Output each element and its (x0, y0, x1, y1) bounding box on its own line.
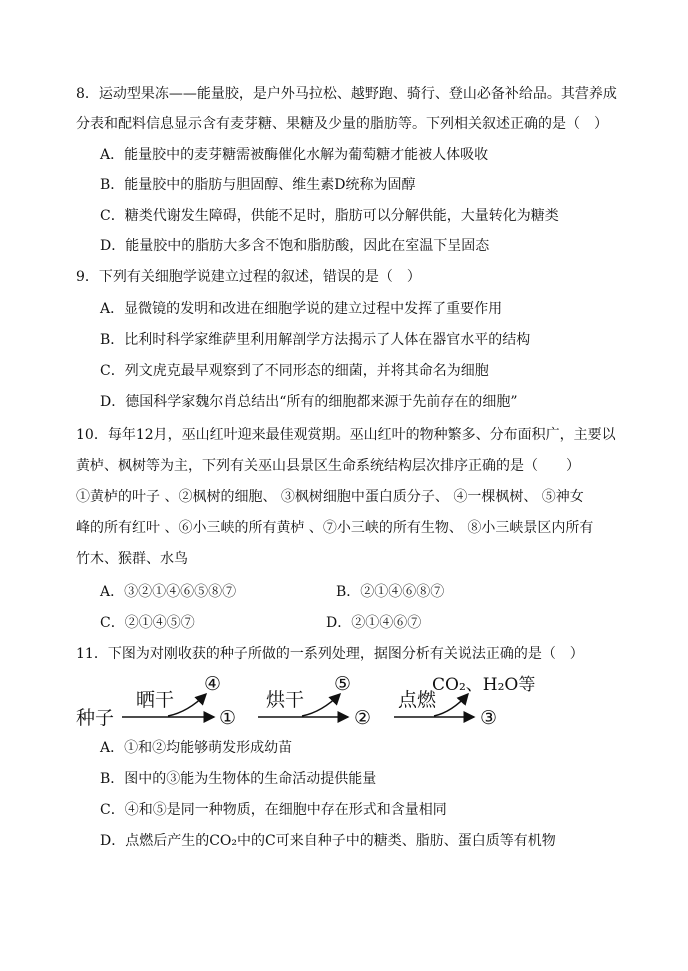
q10-option-a: A．③②①④⑥⑤⑧⑦ (100, 584, 237, 600)
q10-items-line1: ①黄栌的叶子 、②枫树的细胞、 ③枫树细胞中蛋白质分子、 ④一棵枫树、 ⑤神女 (76, 489, 584, 505)
q8-stem-line1: 8．运动型果冻——能量胶，是户外马拉松、越野跑、骑行、登山必备补给品。其营养成 (76, 86, 617, 102)
q11-option-c: C．④和⑤是同一种物质，在细胞中存在形式和含量相同 (100, 802, 447, 818)
q11-option-a: A．①和②均能够萌发形成幼苗 (100, 740, 293, 756)
q8-option-b: B．能量胶中的脂肪与胆固醇、维生素D统称为固醇 (100, 177, 416, 193)
q9-option-d: D．德国科学家魏尔肖总结出“所有的细胞都来源于先前存在的细胞” (100, 394, 518, 410)
q8-option-c: C．糖类代谢发生障碍，供能不足时，脂肪可以分解供能，大量转化为糖类 (100, 208, 559, 224)
diagram-res3-label: ③ (480, 707, 498, 729)
diagram-res1-label: ① (219, 707, 237, 729)
q10-option-c: C．②①④⑤⑦ (100, 615, 195, 631)
diagram-step3-label: 点燃 (398, 689, 437, 711)
diagram-arrow-2-branch (302, 694, 340, 716)
diagram-step2-label: 烘干 (266, 689, 305, 711)
q9-stem: 9．下列有关细胞学说建立过程的叙述，错误的是（ ） (76, 269, 421, 285)
q9-option-b: B．比利时科学家维萨里利用解剖学方法揭示了人体在器官水平的结构 (100, 332, 531, 348)
diagram-out1-label: ④ (204, 673, 222, 695)
q10-items-line3: 竹木、猴群、水鸟 (76, 551, 188, 567)
q10-option-b: B．②①④⑥⑧⑦ (336, 584, 445, 600)
diagram-out2-label: ⑤ (334, 673, 352, 695)
q8-option-a: A．能量胶中的麦芽糖需被酶催化水解为葡萄糖才能被人体吸收 (100, 147, 489, 163)
q8-option-d: D．能量胶中的脂肪大多含不饱和脂肪酸，因此在室温下呈固态 (100, 238, 490, 254)
q10-stem-line2: 黄栌、枫树等为主，下列有关巫山县景区生命系统结构层次排序正确的是（ ） (76, 458, 580, 474)
q9-option-a: A．显微镜的发明和改进在细胞学说的建立过程中发挥了重要作用 (100, 301, 503, 317)
diagram-seed-label: 种子 (76, 707, 115, 729)
q10-option-d: D．②①④⑥⑦ (326, 615, 422, 631)
diagram-out3-label: CO₂、H₂O等 (432, 675, 536, 695)
q10-items-line2: 峰的所有红叶 、⑥小三峡的所有黄栌 、⑦小三峡的所有生物、 ⑧小三峡景区内所有 (76, 520, 594, 536)
q11-option-d: D．点燃后产生的CO₂中的C可来自种子中的糖类、脂肪、蛋白质等有机物 (100, 833, 556, 849)
q10-stem-line1: 10．每年12月，巫山红叶迎来最佳观赏期。巫山红叶的物种繁多、分布面积广，主要以 (76, 427, 616, 443)
q11-stem: 11．下图为对刚收获的种子所做的一系列处理，据图分析有关说法正确的是（ ） (76, 646, 584, 662)
seed-processing-diagram (76, 668, 576, 732)
diagram-step1-label: 晒干 (136, 689, 175, 711)
q11-option-b: B．图中的③能为生物体的生命活动提供能量 (100, 771, 377, 787)
diagram-arrow-3-branch (434, 694, 468, 716)
q9-option-c: C．列文虎克最早观察到了不同形态的细菌，并将其命名为细胞 (100, 363, 489, 379)
q8-stem-line2: 分表和配料信息显示含有麦芽糖、果糖及少量的脂肪等。下列相关叙述正确的是（ ） (76, 116, 608, 132)
diagram-res2-label: ② (354, 707, 372, 729)
